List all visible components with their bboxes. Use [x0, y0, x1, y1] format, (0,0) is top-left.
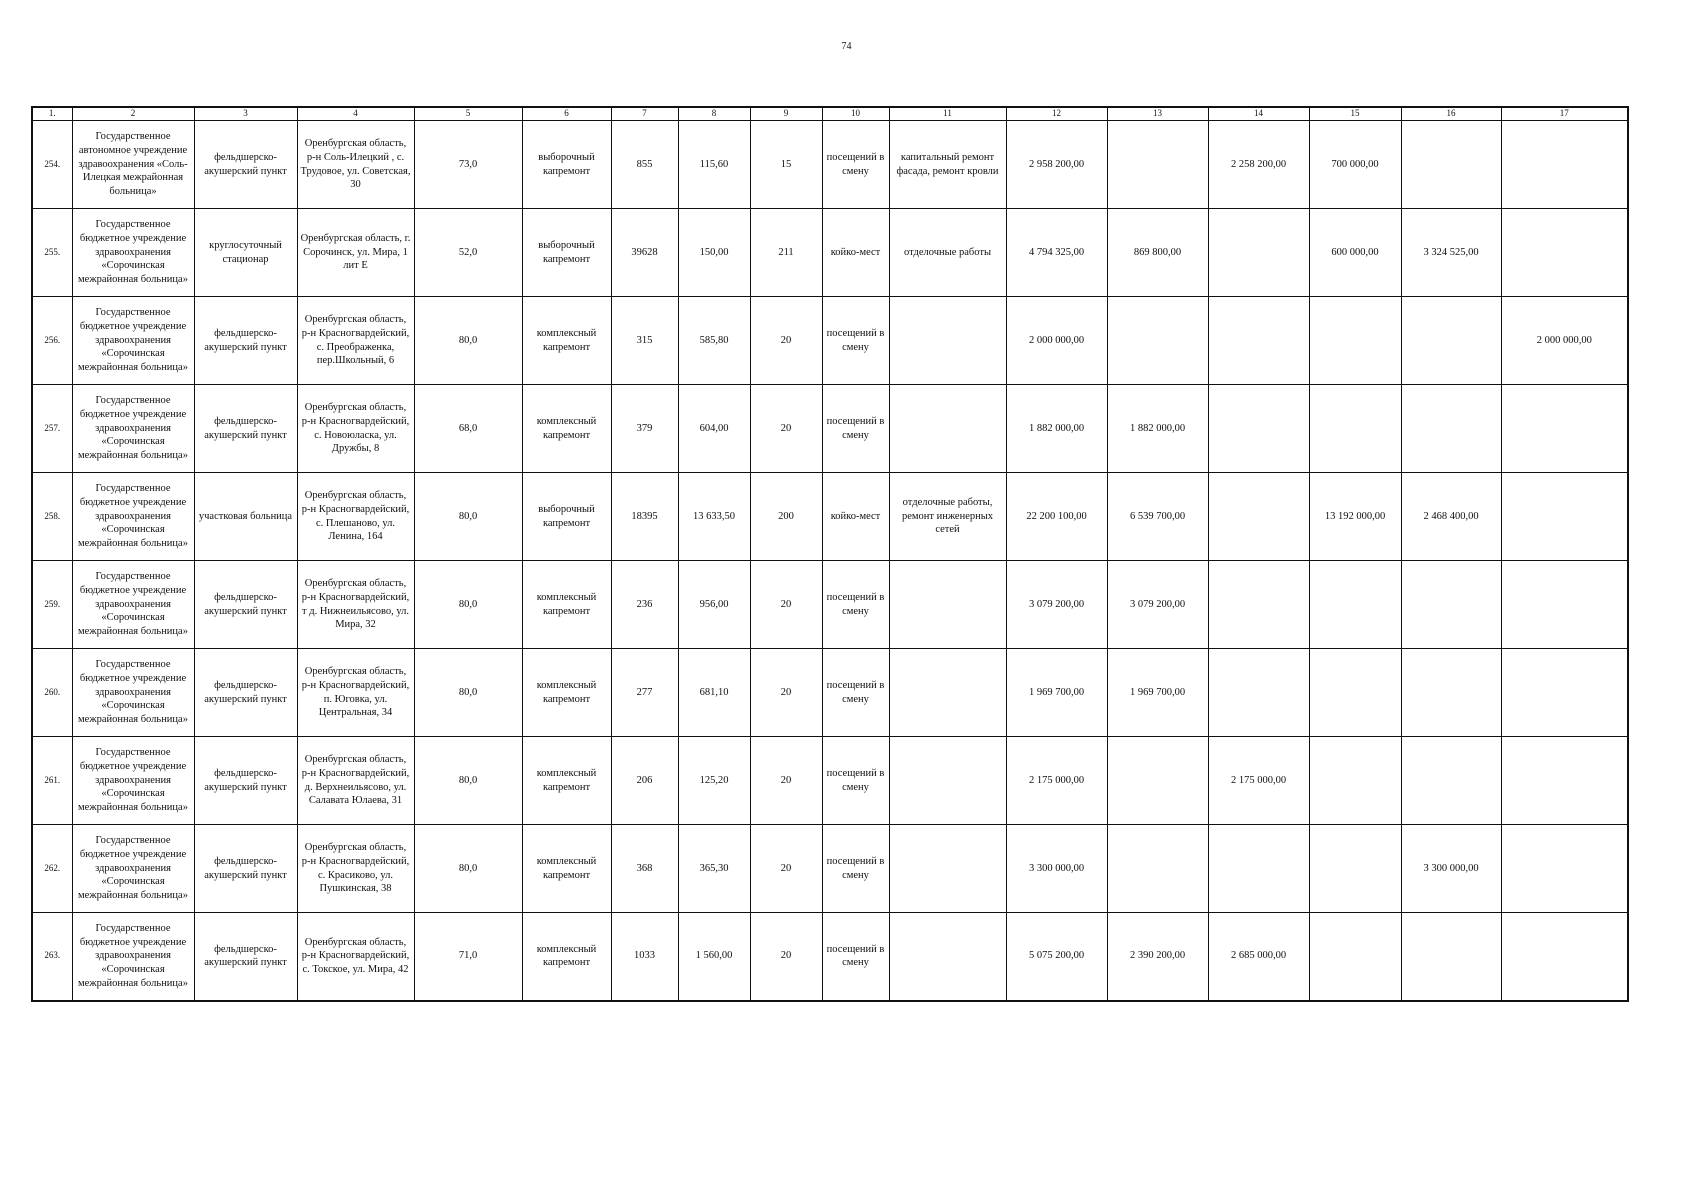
amount-col-14-cell [1208, 385, 1309, 473]
amount-col-16-cell [1401, 913, 1501, 1001]
column-number-header: 8 [678, 107, 750, 121]
amount-col-14-cell [1208, 297, 1309, 385]
capacity-unit-cell: койко-мест [822, 473, 889, 561]
address-cell: Оренбургская область, г. Сорочинск, ул. Мира, 1 лит Е [297, 209, 414, 297]
repair-type-cell: комплексный капремонт [522, 649, 611, 737]
value-col-7-cell: 855 [611, 121, 678, 209]
facility-type-cell: фельдшерско-акушерский пункт [194, 737, 297, 825]
value-col-7-cell: 236 [611, 561, 678, 649]
value-col-8-cell: 365,30 [678, 825, 750, 913]
amount-col-16-cell [1401, 297, 1501, 385]
amount-col-13-cell: 3 079 200,00 [1107, 561, 1208, 649]
capacity-unit-cell: посещений в смену [822, 649, 889, 737]
total-amount-cell: 1 969 700,00 [1006, 649, 1107, 737]
capacity-unit-cell: посещений в смену [822, 385, 889, 473]
total-amount-cell: 3 300 000,00 [1006, 825, 1107, 913]
amount-col-16-cell [1401, 561, 1501, 649]
amount-col-13-cell: 869 800,00 [1107, 209, 1208, 297]
facility-type-cell: участковая больница [194, 473, 297, 561]
repair-type-cell: комплексный капремонт [522, 913, 611, 1001]
amount-col-17-cell [1501, 737, 1628, 825]
table-row [32, 561, 1628, 649]
value-col-5-cell: 80,0 [414, 297, 522, 385]
amount-col-17-cell [1501, 649, 1628, 737]
repair-registry-table [31, 106, 1629, 1002]
facility-type-cell: фельдшерско-акушерский пункт [194, 121, 297, 209]
works-description-cell: отделочные работы, ремонт инженерных сетей [889, 473, 1006, 561]
table-row [32, 913, 1628, 1001]
value-col-9-cell: 20 [750, 561, 822, 649]
column-number-header: 16 [1401, 107, 1501, 121]
amount-col-15-cell [1309, 385, 1401, 473]
row-number-cell: 260. [32, 649, 72, 737]
amount-col-16-cell [1401, 121, 1501, 209]
column-number-header: 14 [1208, 107, 1309, 121]
value-col-7-cell: 39628 [611, 209, 678, 297]
column-number-header: 7 [611, 107, 678, 121]
facility-type-cell: фельдшерско-акушерский пункт [194, 825, 297, 913]
facility-type-cell: фельдшерско-акушерский пункт [194, 297, 297, 385]
row-number-cell: 255. [32, 209, 72, 297]
amount-col-16-cell: 3 324 525,00 [1401, 209, 1501, 297]
value-col-5-cell: 68,0 [414, 385, 522, 473]
value-col-5-cell: 73,0 [414, 121, 522, 209]
repair-type-cell: комплексный капремонт [522, 385, 611, 473]
value-col-5-cell: 80,0 [414, 561, 522, 649]
value-col-9-cell: 20 [750, 913, 822, 1001]
amount-col-15-cell [1309, 649, 1401, 737]
amount-col-16-cell: 3 300 000,00 [1401, 825, 1501, 913]
value-col-8-cell: 150,00 [678, 209, 750, 297]
column-number-header: 11 [889, 107, 1006, 121]
table-row [32, 297, 1628, 385]
amount-col-17-cell: 2 000 000,00 [1501, 297, 1628, 385]
institution-name-cell: Государственное бюджетное учреждение здравоохранения «Сорочинская межрайонная больница» [72, 825, 194, 913]
value-col-8-cell: 604,00 [678, 385, 750, 473]
address-cell: Оренбургская область, р-н Красногвардейский, с. Плешаново, ул. Ленина, 164 [297, 473, 414, 561]
row-number-cell: 257. [32, 385, 72, 473]
table-row [32, 473, 1628, 561]
row-number-cell: 262. [32, 825, 72, 913]
value-col-5-cell: 80,0 [414, 649, 522, 737]
value-col-7-cell: 18395 [611, 473, 678, 561]
amount-col-13-cell: 1 969 700,00 [1107, 649, 1208, 737]
total-amount-cell: 1 882 000,00 [1006, 385, 1107, 473]
repair-type-cell: комплексный капремонт [522, 561, 611, 649]
repair-type-cell: выборочный капремонт [522, 473, 611, 561]
column-number-header: 5 [414, 107, 522, 121]
column-number-header: 10 [822, 107, 889, 121]
row-number-cell: 258. [32, 473, 72, 561]
address-cell: Оренбургская область, р-н Красногвардейский, д. Верхнеильясово, ул. Салавата Юлаева, 31 [297, 737, 414, 825]
value-col-9-cell: 20 [750, 737, 822, 825]
institution-name-cell: Государственное бюджетное учреждение здравоохранения «Сорочинская межрайонная больница» [72, 297, 194, 385]
facility-type-cell: фельдшерско-акушерский пункт [194, 385, 297, 473]
column-number-header: 12 [1006, 107, 1107, 121]
amount-col-15-cell [1309, 825, 1401, 913]
value-col-9-cell: 15 [750, 121, 822, 209]
amount-col-14-cell: 2 258 200,00 [1208, 121, 1309, 209]
amount-col-17-cell [1501, 561, 1628, 649]
amount-col-14-cell [1208, 825, 1309, 913]
value-col-7-cell: 1033 [611, 913, 678, 1001]
capacity-unit-cell: посещений в смену [822, 913, 889, 1001]
institution-name-cell: Государственное бюджетное учреждение здравоохранения «Сорочинская межрайонная больница» [72, 385, 194, 473]
capacity-unit-cell: посещений в смену [822, 121, 889, 209]
amount-col-14-cell [1208, 209, 1309, 297]
amount-col-15-cell [1309, 913, 1401, 1001]
amount-col-15-cell [1309, 737, 1401, 825]
amount-col-14-cell: 2 685 000,00 [1208, 913, 1309, 1001]
repair-type-cell: комплексный капремонт [522, 825, 611, 913]
institution-name-cell: Государственное бюджетное учреждение здравоохранения «Сорочинская межрайонная больница» [72, 473, 194, 561]
amount-col-14-cell: 2 175 000,00 [1208, 737, 1309, 825]
works-description-cell [889, 561, 1006, 649]
value-col-7-cell: 315 [611, 297, 678, 385]
capacity-unit-cell: посещений в смену [822, 297, 889, 385]
amount-col-13-cell: 6 539 700,00 [1107, 473, 1208, 561]
facility-type-cell: фельдшерско-акушерский пункт [194, 561, 297, 649]
amount-col-13-cell: 2 390 200,00 [1107, 913, 1208, 1001]
works-description-cell [889, 649, 1006, 737]
value-col-8-cell: 13 633,50 [678, 473, 750, 561]
facility-type-cell: круглосуточный стационар [194, 209, 297, 297]
amount-col-17-cell [1501, 473, 1628, 561]
row-number-cell: 259. [32, 561, 72, 649]
works-description-cell [889, 913, 1006, 1001]
amount-col-13-cell: 1 882 000,00 [1107, 385, 1208, 473]
total-amount-cell: 4 794 325,00 [1006, 209, 1107, 297]
amount-col-17-cell [1501, 913, 1628, 1001]
works-description-cell [889, 385, 1006, 473]
facility-type-cell: фельдшерско-акушерский пункт [194, 913, 297, 1001]
value-col-8-cell: 125,20 [678, 737, 750, 825]
column-number-header: 13 [1107, 107, 1208, 121]
amount-col-16-cell [1401, 737, 1501, 825]
row-number-cell: 261. [32, 737, 72, 825]
amount-col-17-cell [1501, 121, 1628, 209]
institution-name-cell: Государственное бюджетное учреждение здравоохранения «Сорочинская межрайонная больница» [72, 209, 194, 297]
column-number-header: 6 [522, 107, 611, 121]
amount-col-17-cell [1501, 209, 1628, 297]
amount-col-16-cell [1401, 385, 1501, 473]
repair-type-cell: комплексный капремонт [522, 737, 611, 825]
capacity-unit-cell: посещений в смену [822, 825, 889, 913]
value-col-8-cell: 681,10 [678, 649, 750, 737]
value-col-5-cell: 80,0 [414, 473, 522, 561]
address-cell: Оренбургская область, р-н Красногвардейский, с. Преображенка, пер.Школьный, 6 [297, 297, 414, 385]
capacity-unit-cell: посещений в смену [822, 561, 889, 649]
amount-col-15-cell [1309, 561, 1401, 649]
amount-col-16-cell [1401, 649, 1501, 737]
value-col-8-cell: 1 560,00 [678, 913, 750, 1001]
table-row [32, 385, 1628, 473]
amount-col-14-cell [1208, 649, 1309, 737]
address-cell: Оренбургская область, р-н Соль-Илецкий , с. Трудовое, ул. Советская, 30 [297, 121, 414, 209]
repair-type-cell: комплексный капремонт [522, 297, 611, 385]
works-description-cell [889, 297, 1006, 385]
column-number-header: 9 [750, 107, 822, 121]
works-description-cell [889, 737, 1006, 825]
amount-col-17-cell [1501, 385, 1628, 473]
institution-name-cell: Государственное автономное учреждение здравоохранения «Соль-Илецкая межрайонная больница» [72, 121, 194, 209]
address-cell: Оренбургская область, р-н Красногвардейский, с. Красиково, ул. Пушкинская, 38 [297, 825, 414, 913]
column-number-header: 3 [194, 107, 297, 121]
repair-type-cell: выборочный капремонт [522, 121, 611, 209]
works-description-cell [889, 825, 1006, 913]
institution-name-cell: Государственное бюджетное учреждение здравоохранения «Сорочинская межрайонная больница» [72, 561, 194, 649]
address-cell: Оренбургская область, р-н Красногвардейский, п. Юговка, ул. Центральная, 34 [297, 649, 414, 737]
column-number-row [32, 107, 1628, 121]
amount-col-15-cell: 600 000,00 [1309, 209, 1401, 297]
capacity-unit-cell: койко-мест [822, 209, 889, 297]
facility-type-cell: фельдшерско-акушерский пункт [194, 649, 297, 737]
total-amount-cell: 5 075 200,00 [1006, 913, 1107, 1001]
page-number: 74 [841, 41, 852, 52]
amount-col-13-cell [1107, 121, 1208, 209]
institution-name-cell: Государственное бюджетное учреждение здравоохранения «Сорочинская межрайонная больница» [72, 649, 194, 737]
amount-col-16-cell: 2 468 400,00 [1401, 473, 1501, 561]
value-col-9-cell: 20 [750, 825, 822, 913]
value-col-5-cell: 71,0 [414, 913, 522, 1001]
address-cell: Оренбургская область, р-н Красногвардейский, т д. Нижнеильясово, ул. Мира, 32 [297, 561, 414, 649]
column-number-header: 17 [1501, 107, 1628, 121]
capacity-unit-cell: посещений в смену [822, 737, 889, 825]
row-number-cell: 254. [32, 121, 72, 209]
column-number-header: 15 [1309, 107, 1401, 121]
amount-col-15-cell: 13 192 000,00 [1309, 473, 1401, 561]
column-number-header: 1. [32, 107, 72, 121]
value-col-8-cell: 585,80 [678, 297, 750, 385]
value-col-8-cell: 956,00 [678, 561, 750, 649]
address-cell: Оренбургская область, р-н Красногвардейский, с. Токское, ул. Мира, 42 [297, 913, 414, 1001]
value-col-7-cell: 277 [611, 649, 678, 737]
row-number-cell: 256. [32, 297, 72, 385]
value-col-7-cell: 206 [611, 737, 678, 825]
table-row [32, 825, 1628, 913]
amount-col-15-cell: 700 000,00 [1309, 121, 1401, 209]
address-cell: Оренбургская область, р-н Красногвардейский, с. Новоюласка, ул. Дружбы, 8 [297, 385, 414, 473]
total-amount-cell: 3 079 200,00 [1006, 561, 1107, 649]
amount-col-13-cell [1107, 297, 1208, 385]
value-col-9-cell: 200 [750, 473, 822, 561]
institution-name-cell: Государственное бюджетное учреждение здравоохранения «Сорочинская межрайонная больница» [72, 913, 194, 1001]
value-col-7-cell: 379 [611, 385, 678, 473]
column-number-header: 4 [297, 107, 414, 121]
table-body [32, 121, 1628, 1001]
institution-name-cell: Государственное бюджетное учреждение здравоохранения «Сорочинская межрайонная больница» [72, 737, 194, 825]
amount-col-17-cell [1501, 825, 1628, 913]
value-col-8-cell: 115,60 [678, 121, 750, 209]
total-amount-cell: 2 175 000,00 [1006, 737, 1107, 825]
value-col-9-cell: 211 [750, 209, 822, 297]
row-number-cell: 263. [32, 913, 72, 1001]
value-col-9-cell: 20 [750, 385, 822, 473]
column-number-header: 2 [72, 107, 194, 121]
total-amount-cell: 22 200 100,00 [1006, 473, 1107, 561]
table-row [32, 649, 1628, 737]
value-col-9-cell: 20 [750, 297, 822, 385]
total-amount-cell: 2 000 000,00 [1006, 297, 1107, 385]
value-col-5-cell: 80,0 [414, 825, 522, 913]
amount-col-14-cell [1208, 561, 1309, 649]
value-col-5-cell: 80,0 [414, 737, 522, 825]
works-description-cell: капитальный ремонт фасада, ремонт кровли [889, 121, 1006, 209]
repair-type-cell: выборочный капремонт [522, 209, 611, 297]
table-row [32, 737, 1628, 825]
table-row [32, 121, 1628, 209]
value-col-7-cell: 368 [611, 825, 678, 913]
works-description-cell: отделочные работы [889, 209, 1006, 297]
value-col-9-cell: 20 [750, 649, 822, 737]
table-row [32, 209, 1628, 297]
amount-col-15-cell [1309, 297, 1401, 385]
value-col-5-cell: 52,0 [414, 209, 522, 297]
amount-col-14-cell [1208, 473, 1309, 561]
total-amount-cell: 2 958 200,00 [1006, 121, 1107, 209]
amount-col-13-cell [1107, 737, 1208, 825]
amount-col-13-cell [1107, 825, 1208, 913]
